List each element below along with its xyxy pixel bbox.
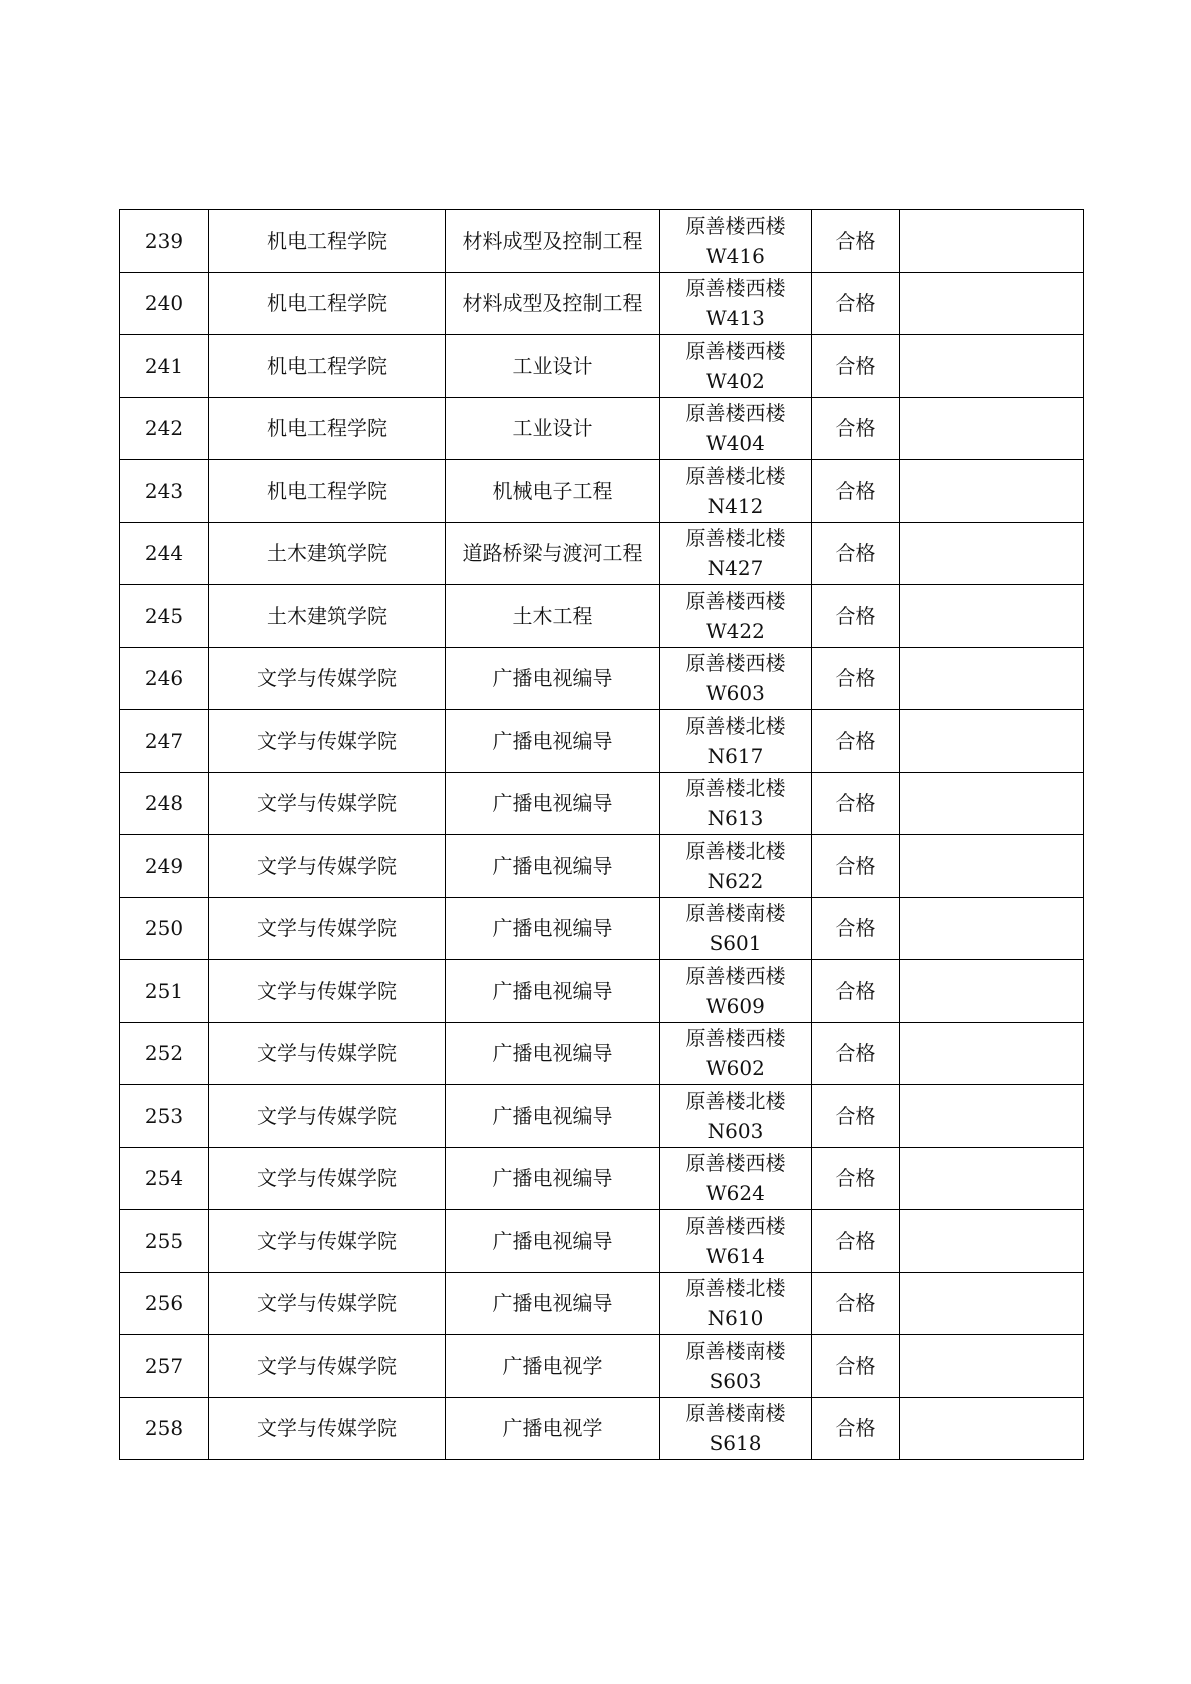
college-cell	[209, 1397, 446, 1460]
table-row	[120, 585, 1084, 648]
row-number-text: 254	[144, 1166, 184, 1191]
room-building: 原善楼北楼	[685, 463, 786, 488]
result-text: 合格	[835, 916, 876, 941]
note-cell	[900, 210, 1084, 273]
row-number-text: 241	[144, 353, 184, 378]
row-number-cell	[120, 1147, 209, 1210]
table-row	[120, 460, 1084, 523]
major-text: 工业设计	[512, 416, 593, 441]
row-number-cell	[120, 210, 209, 273]
row-number-text: 244	[144, 541, 184, 566]
major-cell	[446, 585, 660, 648]
table-row	[120, 960, 1084, 1023]
major-text: 广播电视编导	[492, 1291, 613, 1316]
room-building: 原善楼西楼	[685, 588, 786, 613]
room-cell	[660, 460, 812, 523]
table-row	[120, 897, 1084, 960]
note-cell	[900, 772, 1084, 835]
result-text: 合格	[835, 1103, 876, 1128]
table-row	[120, 335, 1084, 398]
major-cell	[446, 1147, 660, 1210]
room-building: 原善楼南楼	[685, 1401, 786, 1426]
major-cell	[446, 1272, 660, 1335]
college-cell	[209, 647, 446, 710]
row-number-text: 239	[144, 228, 184, 253]
room-number: N610	[707, 1306, 764, 1331]
table-row	[120, 1335, 1084, 1398]
major-cell	[446, 835, 660, 898]
college-text: 文学与传媒学院	[257, 666, 397, 691]
college-text: 文学与传媒学院	[257, 1291, 397, 1316]
major-text: 广播电视编导	[492, 1228, 613, 1253]
table-row	[120, 210, 1084, 273]
row-number-text: 246	[144, 666, 184, 691]
room-building: 原善楼北楼	[685, 1088, 786, 1113]
room-cell	[660, 647, 812, 710]
college-text: 文学与传媒学院	[257, 1228, 397, 1253]
room-cell	[660, 1022, 812, 1085]
room-number: S618	[709, 1431, 762, 1456]
result-cell	[812, 897, 900, 960]
room-cell	[660, 397, 812, 460]
result-text: 合格	[835, 853, 876, 878]
room-building: 原善楼北楼	[685, 526, 786, 551]
college-text: 文学与传媒学院	[257, 1103, 397, 1128]
room-cell	[660, 1085, 812, 1148]
result-cell	[812, 960, 900, 1023]
row-number-cell	[120, 585, 209, 648]
major-cell	[446, 1335, 660, 1398]
note-cell	[900, 960, 1084, 1023]
major-cell	[446, 335, 660, 398]
room-number: W602	[706, 1056, 765, 1081]
college-text: 文学与传媒学院	[257, 1416, 397, 1441]
table-row	[120, 710, 1084, 773]
row-number-cell	[120, 960, 209, 1023]
room-number: W404	[706, 431, 765, 456]
note-cell	[900, 272, 1084, 335]
result-text: 合格	[835, 728, 876, 753]
result-cell	[812, 835, 900, 898]
row-number-text: 258	[144, 1416, 184, 1441]
room-number: N427	[707, 556, 764, 581]
college-text: 文学与传媒学院	[257, 1166, 397, 1191]
college-cell	[209, 1335, 446, 1398]
college-text: 文学与传媒学院	[257, 1041, 397, 1066]
room-cell	[660, 772, 812, 835]
table-row	[120, 1397, 1084, 1460]
table-row	[120, 1210, 1084, 1273]
table-row	[120, 1272, 1084, 1335]
room-cell	[660, 1335, 812, 1398]
result-cell	[812, 647, 900, 710]
row-number-cell	[120, 710, 209, 773]
room-number: S601	[709, 931, 762, 956]
result-cell	[812, 1147, 900, 1210]
row-number-cell	[120, 1085, 209, 1148]
row-number-text: 249	[144, 853, 184, 878]
table-row	[120, 1022, 1084, 1085]
room-building: 原善楼西楼	[685, 1026, 786, 1051]
room-number: W614	[706, 1243, 765, 1268]
note-cell	[900, 522, 1084, 585]
room-building: 原善楼西楼	[685, 338, 786, 363]
room-cell	[660, 897, 812, 960]
note-cell	[900, 1147, 1084, 1210]
room-cell	[660, 960, 812, 1023]
room-cell	[660, 1272, 812, 1335]
college-cell	[209, 1210, 446, 1273]
row-number-cell	[120, 460, 209, 523]
results-table-body	[120, 210, 1084, 1460]
major-text: 土木工程	[512, 603, 593, 628]
room-number: N412	[707, 493, 764, 518]
college-cell	[209, 1022, 446, 1085]
result-text: 合格	[835, 1353, 876, 1378]
room-building: 原善楼北楼	[685, 838, 786, 863]
note-cell	[900, 585, 1084, 648]
major-text: 广播电视编导	[492, 1041, 613, 1066]
room-number: W422	[706, 618, 765, 643]
row-number-cell	[120, 772, 209, 835]
result-text: 合格	[835, 791, 876, 816]
note-cell	[900, 460, 1084, 523]
row-number-cell	[120, 335, 209, 398]
room-number: W402	[706, 368, 765, 393]
result-text: 合格	[835, 1041, 876, 1066]
room-building: 原善楼西楼	[685, 963, 786, 988]
room-cell	[660, 272, 812, 335]
college-text: 机电工程学院	[267, 291, 387, 316]
room-cell	[660, 585, 812, 648]
result-text: 合格	[835, 1291, 876, 1316]
major-cell	[446, 647, 660, 710]
row-number-cell	[120, 1335, 209, 1398]
result-cell	[812, 710, 900, 773]
room-number: W413	[706, 306, 765, 331]
row-number-cell	[120, 1397, 209, 1460]
result-cell	[812, 335, 900, 398]
college-cell	[209, 1147, 446, 1210]
college-text: 文学与传媒学院	[257, 791, 397, 816]
room-building: 原善楼北楼	[685, 1276, 786, 1301]
major-cell	[446, 210, 660, 273]
room-number: S603	[709, 1368, 762, 1393]
college-text: 机电工程学院	[267, 478, 387, 503]
result-cell	[812, 397, 900, 460]
major-text: 广播电视学	[502, 1416, 603, 1441]
major-cell	[446, 272, 660, 335]
result-text: 合格	[835, 603, 876, 628]
note-cell	[900, 397, 1084, 460]
result-cell	[812, 772, 900, 835]
major-cell	[446, 1022, 660, 1085]
major-text: 广播电视编导	[492, 1166, 613, 1191]
room-number: N603	[707, 1118, 764, 1143]
row-number-cell	[120, 522, 209, 585]
college-text: 文学与传媒学院	[257, 916, 397, 941]
result-text: 合格	[835, 416, 876, 441]
major-cell	[446, 397, 660, 460]
table-row	[120, 272, 1084, 335]
room-building: 原善楼西楼	[685, 401, 786, 426]
major-text: 工业设计	[512, 353, 593, 378]
college-cell	[209, 585, 446, 648]
college-text: 文学与传媒学院	[257, 728, 397, 753]
result-cell	[812, 1335, 900, 1398]
row-number-cell	[120, 1272, 209, 1335]
room-cell	[660, 1147, 812, 1210]
row-number-text: 256	[144, 1291, 184, 1316]
major-text: 材料成型及控制工程	[462, 291, 643, 316]
major-text: 道路桥梁与渡河工程	[462, 541, 643, 566]
room-building: 原善楼西楼	[685, 213, 786, 238]
result-text: 合格	[835, 353, 876, 378]
major-cell	[446, 960, 660, 1023]
college-cell	[209, 272, 446, 335]
note-cell	[900, 1210, 1084, 1273]
room-building: 原善楼北楼	[685, 776, 786, 801]
table-row	[120, 772, 1084, 835]
room-building: 原善楼西楼	[685, 1213, 786, 1238]
major-text: 广播电视编导	[492, 666, 613, 691]
row-number-cell	[120, 897, 209, 960]
major-text: 材料成型及控制工程	[462, 228, 643, 253]
college-cell	[209, 1272, 446, 1335]
major-cell	[446, 460, 660, 523]
room-building: 原善楼西楼	[685, 1151, 786, 1176]
major-cell	[446, 897, 660, 960]
table-row	[120, 835, 1084, 898]
result-cell	[812, 272, 900, 335]
room-cell	[660, 835, 812, 898]
college-text: 土木建筑学院	[267, 603, 387, 628]
major-text: 机械电子工程	[492, 478, 613, 503]
room-cell	[660, 522, 812, 585]
room-building: 原善楼南楼	[685, 1338, 786, 1363]
note-cell	[900, 335, 1084, 398]
result-text: 合格	[835, 978, 876, 1003]
table-row	[120, 1147, 1084, 1210]
row-number-cell	[120, 835, 209, 898]
row-number-text: 247	[144, 728, 184, 753]
row-number-text: 257	[144, 1353, 184, 1378]
row-number-cell	[120, 647, 209, 710]
note-cell	[900, 1397, 1084, 1460]
major-cell	[446, 1397, 660, 1460]
result-text: 合格	[835, 478, 876, 503]
result-cell	[812, 585, 900, 648]
major-text: 广播电视编导	[492, 853, 613, 878]
result-cell	[812, 1022, 900, 1085]
college-text: 机电工程学院	[267, 228, 387, 253]
room-number: W609	[706, 993, 765, 1018]
result-cell	[812, 460, 900, 523]
college-text: 土木建筑学院	[267, 541, 387, 566]
major-cell	[446, 772, 660, 835]
major-text: 广播电视编导	[492, 728, 613, 753]
room-building: 原善楼西楼	[685, 651, 786, 676]
row-number-text: 252	[144, 1041, 184, 1066]
room-number: W416	[706, 243, 765, 268]
college-cell	[209, 522, 446, 585]
college-cell	[209, 710, 446, 773]
room-cell	[660, 1397, 812, 1460]
college-cell	[209, 772, 446, 835]
room-cell	[660, 1210, 812, 1273]
result-text: 合格	[835, 1228, 876, 1253]
college-text: 机电工程学院	[267, 416, 387, 441]
row-number-text: 242	[144, 416, 184, 441]
note-cell	[900, 1335, 1084, 1398]
result-cell	[812, 522, 900, 585]
row-number-text: 248	[144, 791, 184, 816]
table-row	[120, 1085, 1084, 1148]
row-number-text: 251	[144, 978, 184, 1003]
room-number: W624	[706, 1181, 765, 1206]
row-number-text: 250	[144, 916, 184, 941]
note-cell	[900, 710, 1084, 773]
major-cell	[446, 1085, 660, 1148]
result-cell	[812, 1397, 900, 1460]
room-number: N613	[707, 806, 764, 831]
note-cell	[900, 1022, 1084, 1085]
major-text: 广播电视学	[502, 1353, 603, 1378]
major-text: 广播电视编导	[492, 1103, 613, 1128]
note-cell	[900, 1085, 1084, 1148]
note-cell	[900, 1272, 1084, 1335]
row-number-text: 240	[144, 291, 184, 316]
room-number: N617	[707, 743, 764, 768]
major-text: 广播电视编导	[492, 978, 613, 1003]
row-number-cell	[120, 1210, 209, 1273]
college-text: 文学与传媒学院	[257, 853, 397, 878]
result-cell	[812, 1210, 900, 1273]
table-row	[120, 647, 1084, 710]
college-cell	[209, 835, 446, 898]
result-cell	[812, 1085, 900, 1148]
row-number-cell	[120, 272, 209, 335]
college-cell	[209, 397, 446, 460]
college-cell	[209, 1085, 446, 1148]
college-text: 文学与传媒学院	[257, 1353, 397, 1378]
row-number-text: 255	[144, 1228, 184, 1253]
note-cell	[900, 835, 1084, 898]
college-text: 机电工程学院	[267, 353, 387, 378]
result-text: 合格	[835, 1416, 876, 1441]
room-building: 原善楼北楼	[685, 713, 786, 738]
major-text: 广播电视编导	[492, 791, 613, 816]
result-text: 合格	[835, 291, 876, 316]
major-cell	[446, 522, 660, 585]
result-cell	[812, 1272, 900, 1335]
note-cell	[900, 647, 1084, 710]
row-number-text: 253	[144, 1103, 184, 1128]
major-cell	[446, 710, 660, 773]
row-number-text: 245	[144, 603, 184, 628]
college-cell	[209, 960, 446, 1023]
row-number-cell	[120, 1022, 209, 1085]
result-text: 合格	[835, 541, 876, 566]
note-cell	[900, 897, 1084, 960]
row-number-cell	[120, 397, 209, 460]
college-cell	[209, 460, 446, 523]
room-building: 原善楼西楼	[685, 276, 786, 301]
results-table	[119, 209, 1084, 1460]
room-number: N622	[707, 868, 764, 893]
room-cell	[660, 210, 812, 273]
college-cell	[209, 210, 446, 273]
result-text: 合格	[835, 666, 876, 691]
room-cell	[660, 335, 812, 398]
major-text: 广播电视编导	[492, 916, 613, 941]
major-cell	[446, 1210, 660, 1273]
table-row	[120, 522, 1084, 585]
room-building: 原善楼南楼	[685, 901, 786, 926]
result-cell	[812, 210, 900, 273]
room-number: W603	[706, 681, 765, 706]
result-text: 合格	[835, 228, 876, 253]
college-cell	[209, 897, 446, 960]
college-cell	[209, 335, 446, 398]
room-cell	[660, 710, 812, 773]
result-text: 合格	[835, 1166, 876, 1191]
table-row	[120, 397, 1084, 460]
college-text: 文学与传媒学院	[257, 978, 397, 1003]
row-number-text: 243	[144, 478, 184, 503]
